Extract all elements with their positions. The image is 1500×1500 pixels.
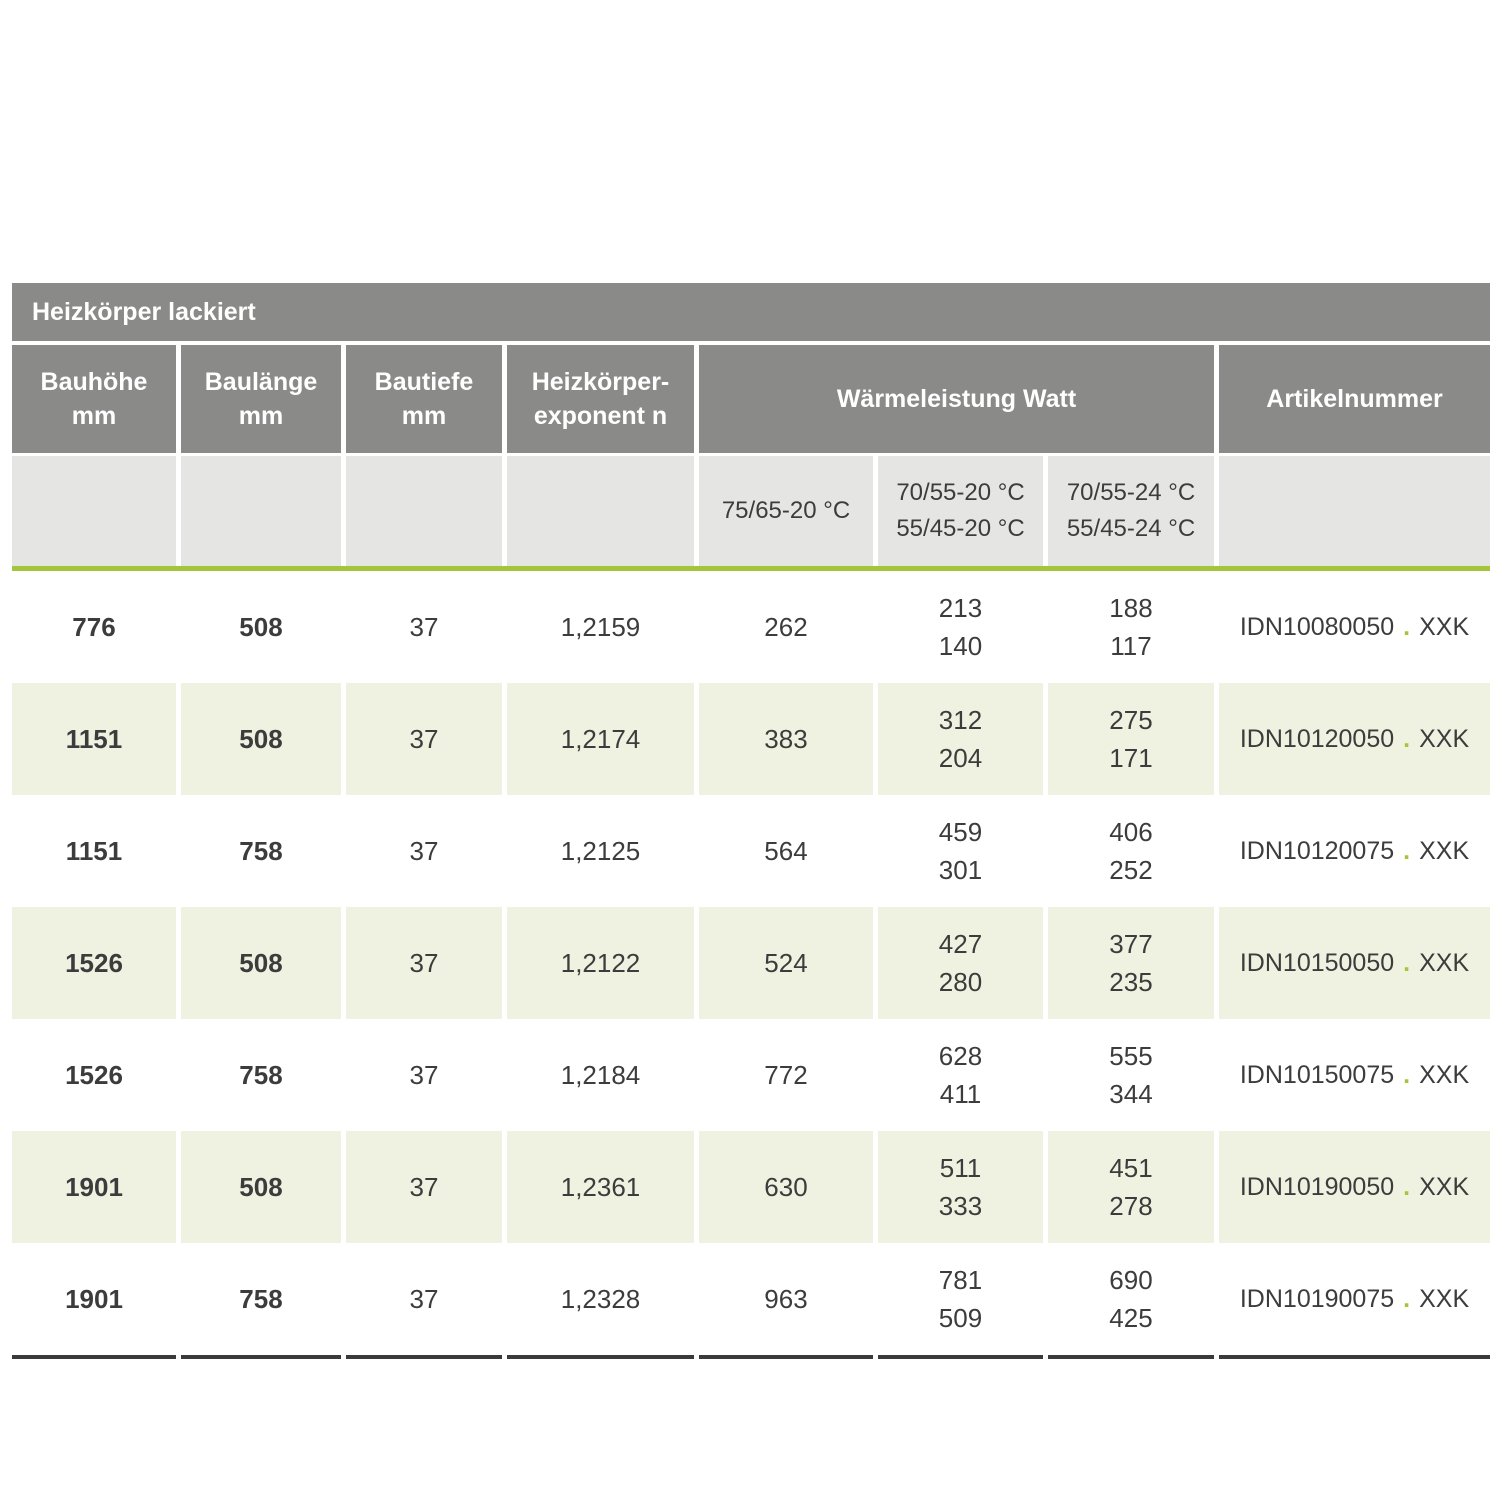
artikel-separator-dot: . — [1403, 1061, 1411, 1089]
cell-baulaenge: 758 — [181, 795, 341, 907]
artikel-separator-dot: . — [1403, 1173, 1411, 1201]
header-baulaenge-line2: mm — [238, 402, 284, 430]
artikel-suffix: XXK — [1419, 949, 1470, 977]
table-title: Heizkörper lackiert — [12, 283, 1490, 341]
cell-watt-70-20 — [878, 907, 1043, 1019]
artikel-prefix: IDN10150050 — [1239, 949, 1395, 977]
cell-artikelnummer — [1219, 907, 1490, 1019]
watt-70-20-value1: 213 — [938, 593, 983, 623]
header-bautiefe-line1: Bautiefe — [374, 368, 474, 396]
header-baulaenge — [181, 345, 341, 453]
watt-70-20-value1: 781 — [938, 1265, 983, 1295]
watt-70-24-value1: 406 — [1109, 817, 1153, 847]
watt-70-24-value2: 171 — [1109, 743, 1153, 773]
watt-70-24-value1: 377 — [1109, 929, 1153, 959]
bottom-rule-segment — [346, 1355, 502, 1359]
table-row — [12, 795, 1490, 907]
watt-70-24-value1: 275 — [1109, 705, 1153, 735]
cell-bauhoehe: 776 — [12, 571, 176, 683]
cell-bauhoehe: 1151 — [12, 795, 176, 907]
bottom-rule-segment — [878, 1355, 1043, 1359]
table-row — [12, 1131, 1490, 1243]
watt-70-20-value2: 140 — [938, 631, 983, 661]
artikel-prefix: IDN10190050 — [1239, 1173, 1395, 1201]
cell-artikelnummer — [1219, 1019, 1490, 1131]
cell-bauhoehe: 1151 — [12, 683, 176, 795]
cell-watt-75: 524 — [699, 907, 873, 1019]
artikel-prefix: IDN10150075 — [1239, 1061, 1395, 1089]
subheader-empty-3 — [346, 456, 502, 566]
watt-70-20-value1: 427 — [938, 929, 983, 959]
cell-bautiefe: 37 — [346, 1131, 502, 1243]
cell-watt-70-24 — [1048, 1019, 1214, 1131]
cell-watt-70-24 — [1048, 907, 1214, 1019]
cell-watt-75: 564 — [699, 795, 873, 907]
cell-watt-70-24 — [1048, 1131, 1214, 1243]
cell-bautiefe: 37 — [346, 907, 502, 1019]
header-bauhoehe-line1: Bauhöhe — [40, 368, 148, 396]
bottom-rule — [12, 1355, 1490, 1359]
subheader-empty-1 — [12, 456, 176, 566]
header-exponent-line2: exponent n — [533, 402, 668, 430]
header-exponent-line1: Heizkörper- — [531, 368, 670, 396]
header-baulaenge-line1: Baulänge — [204, 368, 318, 396]
cell-bautiefe: 37 — [346, 571, 502, 683]
watt-70-24-value1: 188 — [1109, 593, 1153, 623]
watt-70-24-value2: 252 — [1109, 855, 1153, 885]
watt-70-24-value2: 344 — [1109, 1079, 1153, 1109]
watt-70-20-value2: 280 — [938, 967, 983, 997]
cell-bautiefe: 37 — [346, 795, 502, 907]
heizkoerper-spec-table — [12, 283, 1490, 1359]
artikel-separator-dot: . — [1403, 725, 1411, 753]
subheader-temp-70-20-line2: 55/45-20 °C — [896, 515, 1025, 542]
cell-exponent: 1,2125 — [507, 795, 694, 907]
table-row — [12, 907, 1490, 1019]
table-row — [12, 1019, 1490, 1131]
cell-bautiefe: 37 — [346, 683, 502, 795]
subheader-temp-75: 75/65-20 °C — [699, 456, 873, 566]
artikel-suffix: XXK — [1419, 1173, 1470, 1201]
header-bauhoehe — [12, 345, 176, 453]
watt-70-24-value2: 235 — [1109, 967, 1153, 997]
cell-exponent: 1,2174 — [507, 683, 694, 795]
watt-70-24-value1: 555 — [1109, 1041, 1153, 1071]
subheader-temp-70-24-line2: 55/45-24 °C — [1066, 515, 1196, 542]
cell-watt-75: 630 — [699, 1131, 873, 1243]
watt-70-20-value2: 204 — [938, 743, 983, 773]
header-waermeleistung: Wärmeleistung Watt — [699, 345, 1214, 453]
artikel-prefix: IDN10190075 — [1239, 1285, 1395, 1313]
subheader-row — [12, 456, 1490, 566]
artikel-suffix: XXK — [1419, 837, 1470, 865]
header-exponent — [507, 345, 694, 453]
cell-bauhoehe: 1901 — [12, 1131, 176, 1243]
cell-watt-70-24 — [1048, 1243, 1214, 1355]
watt-70-24-value1: 690 — [1109, 1265, 1153, 1295]
cell-baulaenge: 508 — [181, 683, 341, 795]
cell-watt-70-20 — [878, 1243, 1043, 1355]
subheader-temp-70-24-line1: 70/55-24 °C — [1066, 479, 1196, 506]
cell-bautiefe: 37 — [346, 1019, 502, 1131]
cell-bauhoehe: 1526 — [12, 907, 176, 1019]
subheader-empty-4 — [507, 456, 694, 566]
table-row — [12, 571, 1490, 683]
subheader-temp-70-20 — [878, 456, 1043, 566]
cell-artikelnummer — [1219, 1131, 1490, 1243]
cell-bauhoehe: 1901 — [12, 1243, 176, 1355]
cell-baulaenge: 508 — [181, 571, 341, 683]
cell-baulaenge: 508 — [181, 907, 341, 1019]
cell-watt-75: 963 — [699, 1243, 873, 1355]
cell-artikelnummer — [1219, 795, 1490, 907]
watt-70-24-value2: 425 — [1109, 1303, 1153, 1333]
artikel-prefix: IDN10120050 — [1239, 725, 1395, 753]
cell-watt-75: 772 — [699, 1019, 873, 1131]
watt-70-20-value2: 301 — [938, 855, 983, 885]
cell-watt-70-24 — [1048, 683, 1214, 795]
artikel-prefix: IDN10120075 — [1239, 837, 1395, 865]
artikel-suffix: XXK — [1419, 725, 1470, 753]
table-row — [12, 683, 1490, 795]
bottom-rule-segment — [507, 1355, 694, 1359]
cell-exponent: 1,2184 — [507, 1019, 694, 1131]
watt-70-20-value1: 511 — [939, 1153, 982, 1183]
subheader-empty-5 — [1219, 456, 1490, 566]
cell-artikelnummer — [1219, 1243, 1490, 1355]
header-artikelnummer: Artikelnummer — [1219, 345, 1490, 453]
artikel-separator-dot: . — [1403, 949, 1411, 977]
watt-70-20-value2: 333 — [938, 1191, 983, 1221]
watt-70-24-value2: 117 — [1110, 631, 1152, 661]
watt-70-24-value2: 278 — [1109, 1191, 1153, 1221]
subheader-temp-70-20-line1: 70/55-20 °C — [896, 479, 1025, 506]
header-bautiefe — [346, 345, 502, 453]
cell-watt-70-20 — [878, 1019, 1043, 1131]
watt-70-20-value1: 628 — [938, 1041, 983, 1071]
cell-exponent: 1,2159 — [507, 571, 694, 683]
watt-70-20-value1: 459 — [938, 817, 983, 847]
cell-baulaenge: 508 — [181, 1131, 341, 1243]
cell-watt-75: 383 — [699, 683, 873, 795]
cell-artikelnummer — [1219, 571, 1490, 683]
bottom-rule-segment — [699, 1355, 873, 1359]
bottom-rule-segment — [1048, 1355, 1214, 1359]
cell-exponent: 1,2361 — [507, 1131, 694, 1243]
watt-70-20-value1: 312 — [938, 705, 983, 735]
watt-70-20-value2: 411 — [939, 1079, 982, 1109]
header-bautiefe-line2: mm — [401, 402, 447, 430]
subheader-temp-70-24 — [1048, 456, 1214, 566]
cell-exponent: 1,2122 — [507, 907, 694, 1019]
artikel-separator-dot: . — [1403, 1285, 1411, 1313]
artikel-suffix: XXK — [1419, 1285, 1470, 1313]
cell-bautiefe: 37 — [346, 1243, 502, 1355]
cell-baulaenge: 758 — [181, 1019, 341, 1131]
bottom-rule-segment — [12, 1355, 176, 1359]
cell-watt-70-20 — [878, 571, 1043, 683]
cell-watt-70-20 — [878, 683, 1043, 795]
cell-watt-70-20 — [878, 795, 1043, 907]
header-bauhoehe-line2: mm — [71, 402, 117, 430]
cell-exponent: 1,2328 — [507, 1243, 694, 1355]
cell-watt-70-20 — [878, 1131, 1043, 1243]
cell-watt-70-24 — [1048, 571, 1214, 683]
artikel-separator-dot: . — [1403, 837, 1411, 865]
watt-70-24-value1: 451 — [1109, 1153, 1153, 1183]
artikel-suffix: XXK — [1419, 613, 1470, 641]
artikel-separator-dot: . — [1403, 613, 1411, 641]
cell-artikelnummer — [1219, 683, 1490, 795]
header-row — [12, 345, 1490, 453]
table-body — [12, 571, 1490, 1355]
cell-watt-75: 262 — [699, 571, 873, 683]
cell-watt-70-24 — [1048, 795, 1214, 907]
table-row — [12, 1243, 1490, 1355]
bottom-rule-segment — [181, 1355, 341, 1359]
cell-baulaenge: 758 — [181, 1243, 341, 1355]
cell-bauhoehe: 1526 — [12, 1019, 176, 1131]
watt-70-20-value2: 509 — [938, 1303, 983, 1333]
artikel-prefix: IDN10080050 — [1239, 613, 1395, 641]
subheader-empty-2 — [181, 456, 341, 566]
artikel-suffix: XXK — [1419, 1061, 1470, 1089]
bottom-rule-segment — [1219, 1355, 1490, 1359]
